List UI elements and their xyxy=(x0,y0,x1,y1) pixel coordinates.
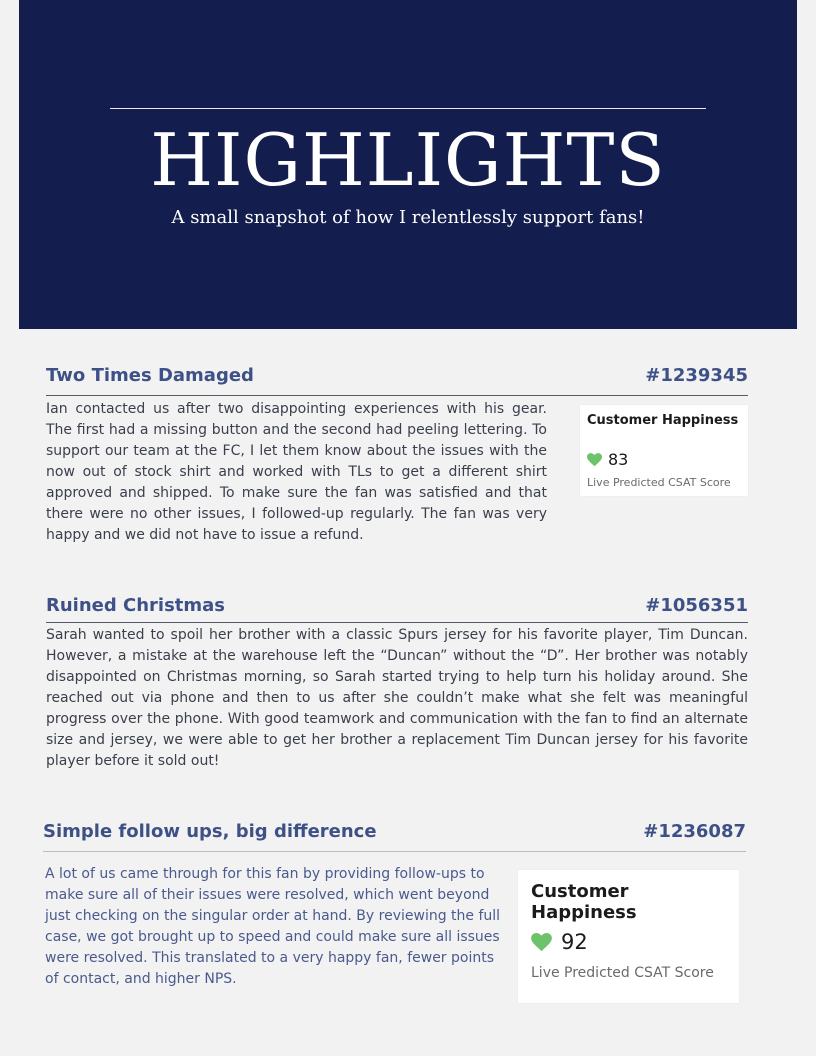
card-score xyxy=(531,930,588,954)
section-1-happiness-card xyxy=(580,405,748,496)
section-2-id: #1056351 xyxy=(645,595,748,616)
heart-icon xyxy=(531,933,552,952)
section-1-title: Two Times Damaged xyxy=(46,365,254,386)
heart-icon xyxy=(587,453,602,467)
card-title: Customer Happiness xyxy=(587,413,739,428)
card-score-value: 92 xyxy=(561,930,588,954)
banner-rule-top xyxy=(110,108,706,109)
card-title: Customer Happiness xyxy=(531,881,637,923)
highlights-banner xyxy=(19,0,797,329)
section-1-id: #1239345 xyxy=(645,365,748,386)
section-2-title: Ruined Christmas xyxy=(46,595,226,616)
section-1-rule xyxy=(46,395,748,396)
section-3-id: #1236087 xyxy=(643,821,746,842)
section-3-rule xyxy=(43,851,746,852)
banner-title: HIGHLIGHTS xyxy=(150,118,666,202)
card-caption: Live Predicted CSAT Score xyxy=(587,476,731,489)
card-score xyxy=(587,450,628,469)
section-2-body: Sarah wanted to spoil her brother with a classic Spurs jersey for his favorite player, Tim Duncan. However, a mistake at the warehouse left the “Duncan” without the “D”. Her brother was notably disappointed on Christmas morning, so Sarah started trying to help turn his holiday around. She reached out via phone and then to us after she couldn’t make what she felt was meaningful progress over the phone. With good teamwork and communication with the fan to find an alternate size and jersey, we were able to get her brother a replacement Tim Duncan jersey for his favorite player before it sold out! xyxy=(46,627,748,769)
section-1-body: Ian contacted us after two disappointing experiences with his gear. The first had a missing button and the second had peeling lettering. To support our team at the FC, I let them know about the issues with the now out of stock shirt and worked with TLs to get a different shirt approved and shipped. To make sure the fan was satisfied and that there were no other issues, I followed-up regularly. The fan was very happy and we did not have to issue a refund. xyxy=(46,401,547,543)
card-score-value: 83 xyxy=(608,450,629,469)
section-2-rule xyxy=(46,622,748,623)
section-3-body: A lot of us came through for this fan by providing follow-ups to make sure all of their issues were resolved, which went beyond just checking on the singular order at hand. By reviewing the full case, we got brought up to speed and could make sure all issues were resolved. This translated to a very happy fan, fewer points of contact, and higher NPS. xyxy=(45,866,501,987)
section-3-happiness-card xyxy=(518,870,739,1003)
section-3-title: Simple follow ups, big difference xyxy=(43,821,377,842)
banner-subtitle: A small snapshot of how I relentlessly support fans! xyxy=(171,207,645,228)
card-caption: Live Predicted CSAT Score xyxy=(531,965,714,981)
